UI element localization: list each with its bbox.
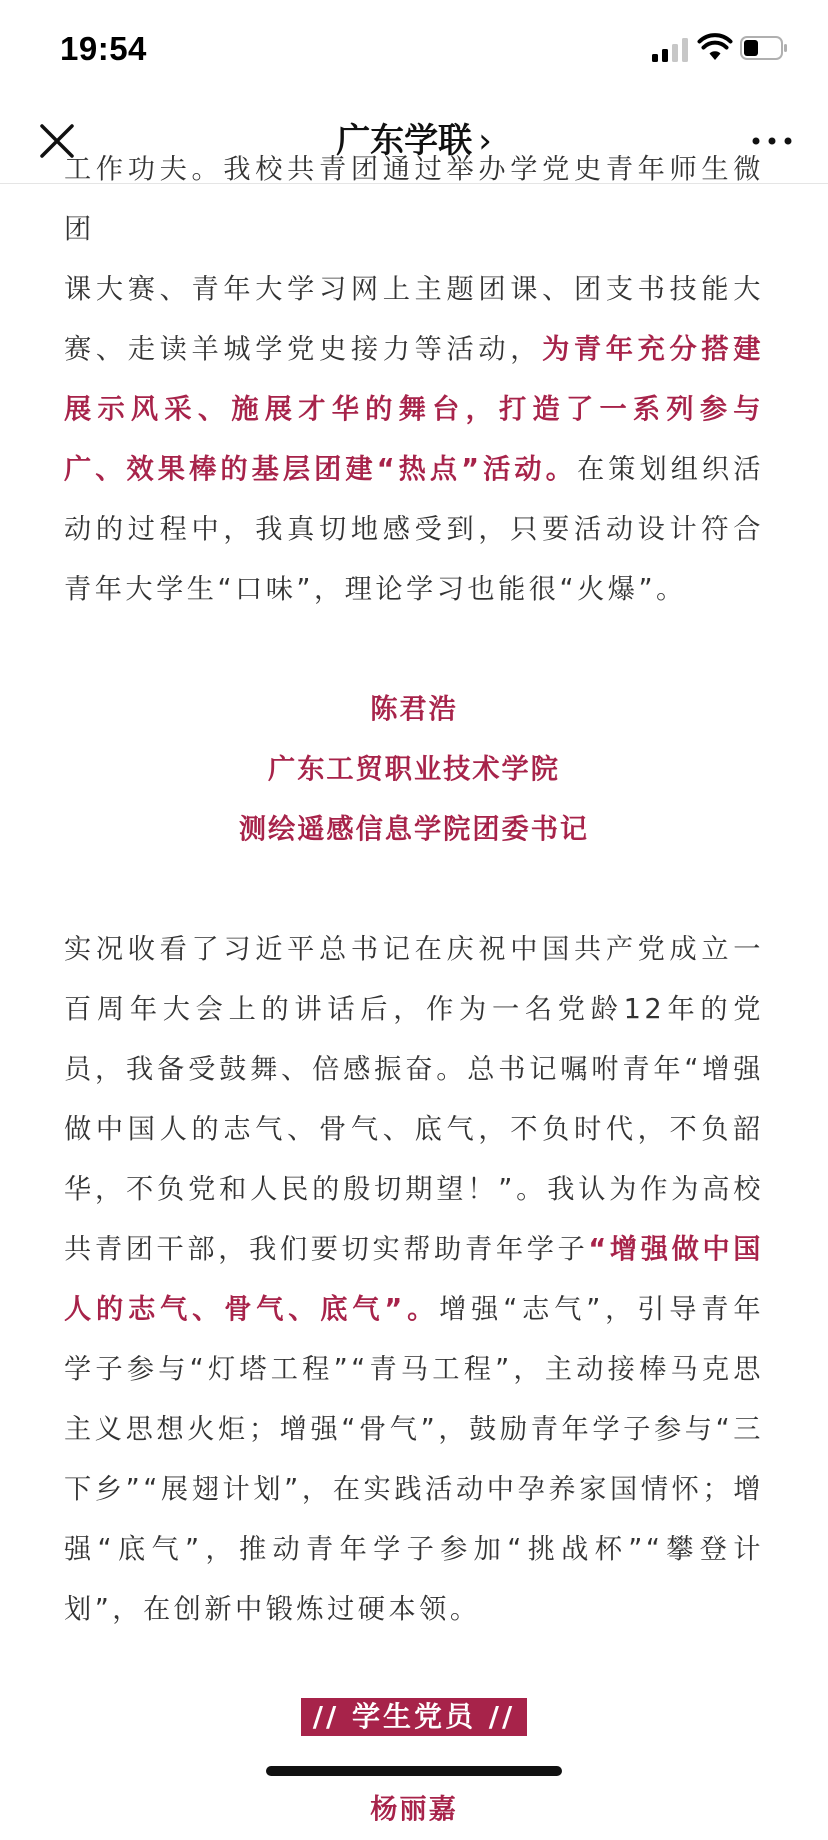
article-viewport[interactable] xyxy=(0,154,828,1825)
wifi-icon xyxy=(698,35,732,61)
battery-icon xyxy=(740,36,788,60)
author-title: 测绘遥感信息学院团委书记 xyxy=(238,814,590,845)
paragraph-highlight: 为青年充分搭建展示风采、施展才华的舞台，打造了一系列参与广、效果棒的基层团建“热点”活动。 xyxy=(64,334,764,485)
article-paragraph-1 xyxy=(64,260,764,620)
paragraph-highlight: “增强做中国人的志气、骨气、底气”。 xyxy=(64,1234,764,1325)
next-author-name: 杨丽嘉 xyxy=(370,1794,458,1825)
article-paragraph-cut: 工作功夫。我校共青团通过举办学党史青年师生微团 xyxy=(64,154,764,245)
paragraph-text: 实况收看了习近平总书记在庆祝中国共产党成立一百周年大会上的讲话后，作为一名党龄12年的党员，我备受鼓舞、倍感振奋。总书记嘱咐青年“增强做中国人的志气、骨气、底气，不负时代，不负韶华，不负党和人民的殷切期望！”。我认为作为高校共青团干部，我们要切实帮助青年学子 xyxy=(64,934,764,1265)
article-paragraph-2 xyxy=(64,920,764,1640)
section-label: // 学生党员 // xyxy=(301,1698,527,1736)
chevron-right-icon: › xyxy=(478,121,492,161)
article-body xyxy=(64,140,764,1840)
home-indicator[interactable] xyxy=(266,1766,562,1776)
paragraph-text: 在策划组织活动的过程中，我真切地感受到，只要活动设计符合青年大学生“口味”，理论学习也能很“火爆”。 xyxy=(64,454,764,605)
paragraph-text: 增强“志气”，引导青年学子参与“灯塔工程”“青马工程”，主动接棒马克思主义思想火炬；增强“骨气”，鼓励青年学子参与“三下乡”“展翅计划”，在实践活动中孕养家国情怀；增强“底气”，推动青年学子参加“挑战杯”“攀登计划”，在创新中锻炼过硬本领。 xyxy=(64,1294,765,1625)
status-time: 19:54 xyxy=(60,30,147,67)
author-organization: 广东工贸职业技术学院 xyxy=(268,754,560,785)
account-name: 广东学联 xyxy=(336,121,473,161)
section-header xyxy=(64,1698,764,1736)
paragraph-text: 课大赛、青年大学习网上主题团课、团支书技能大赛、走读羊城学党史接力等活动， xyxy=(64,274,764,365)
status-bar xyxy=(0,0,828,100)
author-name: 陈君浩 xyxy=(370,694,458,725)
cellular-signal-icon xyxy=(652,38,688,62)
